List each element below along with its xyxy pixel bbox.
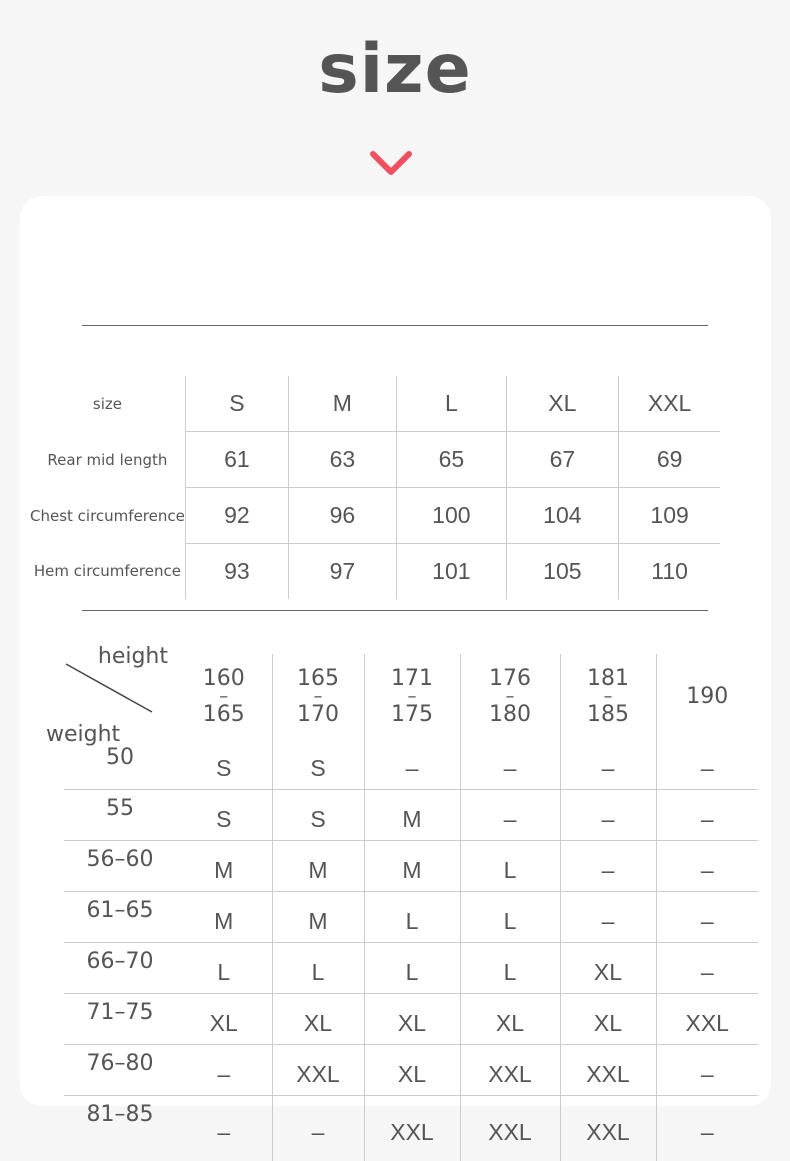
table-row: [30, 544, 720, 600]
table-cell: 65: [396, 432, 506, 488]
table-row: [30, 432, 720, 488]
size-cell: XXL: [272, 1045, 364, 1096]
table-cell: 97: [288, 544, 396, 600]
size-cell: XXL: [560, 1096, 656, 1161]
size-cell: –: [656, 943, 758, 994]
table-row: [64, 790, 758, 841]
size-cell: –: [560, 892, 656, 943]
weight-row-label: 76–80: [64, 1045, 176, 1096]
size-cell: XXL: [460, 1096, 560, 1161]
size-cell: XXL: [460, 1045, 560, 1096]
size-cell: S: [176, 739, 272, 790]
size-cell: M: [364, 841, 460, 892]
measurement-table: [30, 376, 720, 599]
row-label: Chest circumference: [30, 488, 185, 544]
size-cell: XL: [272, 994, 364, 1045]
weight-row-label: 56–60: [64, 841, 176, 892]
size-cell: –: [272, 1096, 364, 1161]
chevron-down-icon: [369, 150, 413, 176]
size-cell: M: [176, 841, 272, 892]
weight-row-label: 71–75: [64, 994, 176, 1045]
size-column-header: L: [396, 376, 506, 432]
size-column-header: M: [288, 376, 396, 432]
size-column-header: XL: [506, 376, 618, 432]
size-cell: XXL: [364, 1096, 460, 1161]
size-cell: –: [176, 1045, 272, 1096]
size-cell: –: [560, 841, 656, 892]
size-cell: –: [364, 739, 460, 790]
table-row: [64, 1096, 758, 1161]
size-cell: L: [364, 943, 460, 994]
size-cell: L: [272, 943, 364, 994]
weight-row-label: 50: [64, 739, 176, 790]
size-cell: –: [560, 790, 656, 841]
page-title: size: [0, 30, 790, 109]
size-cell: –: [460, 739, 560, 790]
size-cell: –: [656, 1045, 758, 1096]
size-cell: –: [560, 739, 656, 790]
size-cell: S: [272, 739, 364, 790]
size-cell: XL: [176, 994, 272, 1045]
height-column-header: 176 – 180: [460, 654, 560, 739]
table-cell: 67: [506, 432, 618, 488]
height-column-header: 165 – 170: [272, 654, 364, 739]
table-row: [30, 488, 720, 544]
table-row: [30, 376, 720, 432]
table-row: [64, 739, 758, 790]
table-cell: 63: [288, 432, 396, 488]
size-column-header: XXL: [618, 376, 720, 432]
size-cell: S: [176, 790, 272, 841]
weight-row-label: 66–70: [64, 943, 176, 994]
size-cell: XL: [460, 994, 560, 1045]
size-cell: M: [272, 892, 364, 943]
table-cell: 93: [185, 544, 288, 600]
table-cell: 105: [506, 544, 618, 600]
size-cell: XXL: [560, 1045, 656, 1096]
size-cell: XL: [364, 1045, 460, 1096]
size-cell: L: [460, 892, 560, 943]
table-cell: 96: [288, 488, 396, 544]
divider-middle: [82, 610, 708, 611]
size-cell: M: [364, 790, 460, 841]
corner-cell: [64, 654, 176, 739]
table-cell: 101: [396, 544, 506, 600]
size-cell: –: [656, 739, 758, 790]
weight-row-label: 61–65: [64, 892, 176, 943]
size-cell: –: [656, 790, 758, 841]
size-cell: L: [364, 892, 460, 943]
size-cell: –: [656, 841, 758, 892]
row-label: Hem circumference: [30, 544, 185, 600]
table-cell: 100: [396, 488, 506, 544]
height-column-header: 190: [656, 654, 758, 739]
size-cell: S: [272, 790, 364, 841]
table-cell: 110: [618, 544, 720, 600]
size-column-header: S: [185, 376, 288, 432]
weight-axis-label: weight: [46, 722, 120, 747]
weight-row-label: 81–85: [64, 1096, 176, 1161]
size-cell: XL: [560, 943, 656, 994]
size-cell: L: [460, 841, 560, 892]
size-cell: M: [176, 892, 272, 943]
height-axis-label: height: [98, 644, 168, 669]
table-row: [64, 1045, 758, 1096]
size-header-label: size: [30, 376, 185, 432]
size-cell: L: [176, 943, 272, 994]
size-cell: –: [176, 1096, 272, 1161]
size-cell: –: [656, 1096, 758, 1161]
table-cell: 61: [185, 432, 288, 488]
table-cell: 104: [506, 488, 618, 544]
size-cell: L: [460, 943, 560, 994]
size-cell: –: [460, 790, 560, 841]
table-header-row: [64, 654, 758, 739]
table-cell: 69: [618, 432, 720, 488]
table-row: [64, 892, 758, 943]
size-cell: –: [656, 892, 758, 943]
height-weight-table: [64, 654, 758, 1161]
row-label: Rear mid length: [30, 432, 185, 488]
size-cell: M: [272, 841, 364, 892]
table-row: [64, 841, 758, 892]
weight-row-label: 55: [64, 790, 176, 841]
table-row: [64, 994, 758, 1045]
table-cell: 109: [618, 488, 720, 544]
size-cell: XL: [560, 994, 656, 1045]
size-cell: XL: [364, 994, 460, 1045]
table-row: [64, 943, 758, 994]
size-cell: XXL: [656, 994, 758, 1045]
table-cell: 92: [185, 488, 288, 544]
height-column-header: 171 – 175: [364, 654, 460, 739]
divider-top: [82, 325, 708, 326]
height-column-header: 181 – 185: [560, 654, 656, 739]
height-column-header: 160 – 165: [176, 654, 272, 739]
